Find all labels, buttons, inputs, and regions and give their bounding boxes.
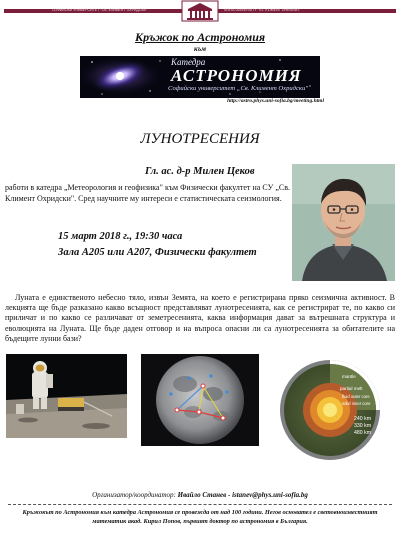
club-title: Кръжок по Астрономия [134,30,266,44]
organizer-label: Организатор/координатор: [92,491,176,499]
university-banner [0,0,400,22]
banner-katedra-label: Катедра [171,57,206,67]
speaker-bio: работи в катедра „Метеорология и геофизика" към Физически факултет на СУ „Св. Климент Охридски". Сред научните му интереси е статистическата сеизмология. [5,183,290,203]
moon-seismic-stations-map [141,354,259,446]
footer-divider [8,504,392,505]
meeting-url: http://astro.phys.uni-sofia.bg/meeting.html [227,98,324,104]
astronaut-seismometer-photo [6,354,127,438]
speaker-name: Гл. ас. д-р Милен Цеков [145,166,255,177]
event-place: Зала А205 или А207, Физически факултет [58,247,257,258]
label-radius-480: 480 km [354,430,372,436]
banner-text-right: SOFIA UNIVERSITY "ST. KLIMENT OHRIDSKI" [224,8,301,12]
banner-university-label: Софийски университет „Св. Климент Охридски" [168,85,309,92]
organizer-contact: Ивайло Станев - istanev@phys.uni-sofia.bg [177,491,308,499]
lecture-title: ЛУНОТРЕСЕНИЯ [140,131,260,147]
label-partial-melt: partial melt [340,386,363,391]
label-outer-core: fluid outer core [342,394,370,399]
moon-interior-structure-diagram [272,354,396,462]
lecture-abstract: Луната е единственото небесно тяло, извън Земята, на което е регистрирана пряко сеизмична активност. В лекцията ще бъде разказано какво всъщност представляват лунотресенията, как се регистрират те, по какво си приличат и по какво се различават от земетресенията, каква информация дават за вътрешната структура и еволюцията на Луната. Ще бъде даден отговор и на въпроса опасни ли са лунотресенията за обитателите на бъдещите лунни бази? [5,293,395,343]
banner-astronomy-label: АСТРОНОМИЯ [171,66,302,85]
label-radius-330: 330 km [354,423,372,429]
club-subtitle: към [193,45,207,53]
event-date: 15 март 2018 г., 19:30 часа [58,231,183,242]
label-mantle: mantle [342,374,356,379]
astronomy-department-banner [80,56,320,98]
label-inner-core: solid inner core [342,401,371,406]
banner-text-left: СОФИЙСКИ УНИВЕРСИТЕТ "СВ. КЛИМЕНТ ОХРИДСКИ" [52,8,148,12]
organizer-line [0,491,400,499]
label-radius-240: 240 km [354,416,372,422]
speaker-photo [292,164,395,281]
label-crust: crust [346,362,356,367]
footer-note: Кръжокът по Астрономия към катедра Астрономия се провежда от над 100 години. Негов основател е световноизвестният математик акад. Кирил Попов, първият доктор по астрономия в България. [22,509,378,525]
university-crest-icon [180,0,220,22]
